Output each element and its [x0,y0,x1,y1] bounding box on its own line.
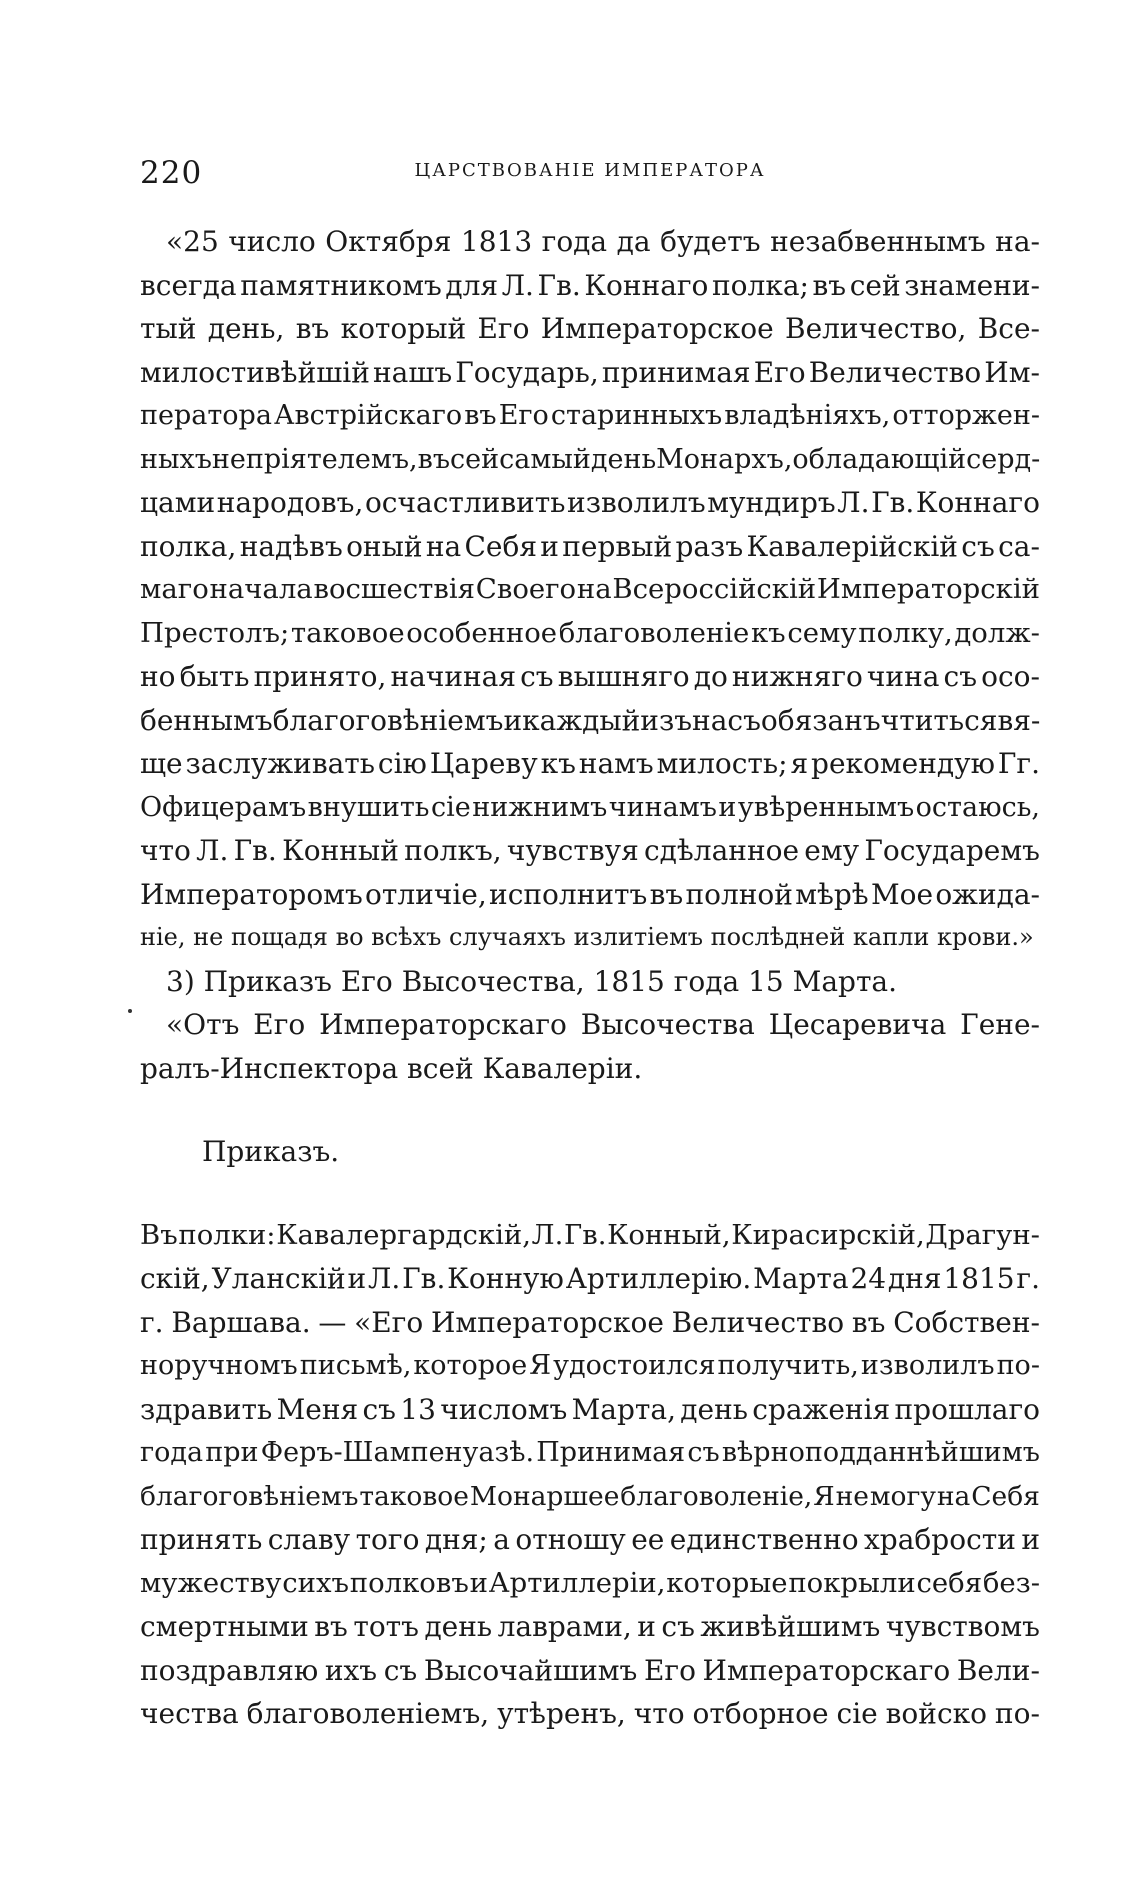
text-line: Престолъ; таковое особенное благоволеніе къ сему полку, долж- [140,616,1040,649]
text-line: Офицерамъ внушить сіе нижнимъ чинамъ и увѣреннымъ остаюсь, [140,791,1040,823]
text-line: чества благоволеніемъ, утѣренъ, что отборное сіе войско по- [140,1697,1040,1730]
text-line: всегда памятникомъ для Л. Гв. Коннаго полка; въ сей знамени- [140,268,1040,302]
text-line: ралъ-Инспектора всей Кавалеріи. [140,1051,643,1085]
text-line: ще заслуживать сію Цареву къ намъ милость; я рекомендую Гг. [140,747,1040,780]
text-line: что Л. Гв. Конный полкъ, чувствуя сдѣланное ему Государемъ [140,834,1040,867]
text-line: полка, надѣвъ оный на Себя и первый разъ Кавалерійскій съ са- [140,529,1040,563]
text-line: Императоромъ отличіе, исполнитъ въ полной мѣрѣ Мое ожида- [140,877,1040,911]
text-line: «Отъ Его Императорскаго Высочества Цесаревича Гене- [166,1008,1040,1041]
text-line: ныхъ непріятелемъ, въ сей самый день Монархъ, обладающій серд- [140,443,1041,475]
text-line: года при Феръ-Шампенуазѣ. Принимая съ вѣрноподданнѣйшимъ [140,1437,1040,1468]
text-line: ператора Австрійскаго въ Его старинныхъ владѣніяхъ, отторжен- [140,400,1040,431]
text-line: но быть принято, начиная съ вышняго до нижняго чина съ осо- [140,660,1040,693]
text-line: смертными въ тотъ день лаврами, и съ живѣйшимъ чувствомъ [140,1610,1040,1643]
text-line: скій, Уланскій и Л. Гв. Конную Артиллерію. Марта 24 дня 1815 г. [140,1262,1040,1295]
text-line: «25 число Октября 1813 года да будетъ незабвеннымъ на- [166,225,1040,258]
text-line: здравить Меня съ 13 числомъ Марта, день сраженія прошлаго [140,1392,1040,1426]
order-title: Приказъ. [202,1135,340,1168]
text-line: поздравляю ихъ съ Высочайшимъ Его Императорскаго Вели- [140,1653,1040,1687]
text-line: г. Варшава. — «Его Императорское Величество въ Собствен- [140,1305,1040,1339]
running-head: ЦАРСТВОВАНІЕ ИМПЕРАТОРА [414,160,766,181]
text-line: норучномъ письмѣ, которое Я удостоился получить, изволилъ по- [140,1350,1040,1381]
text-line: тый день, въ который Его Императорское Величество, Все- [140,312,1040,345]
text-line: мужеству сихъ полковъ и Артиллеріи, которые покрыли себя без- [140,1566,1040,1599]
text-line: Въ полки: Кавалергардскій, Л. Гв. Конный, Кирасирскій, Драгун- [140,1218,1040,1251]
text-line: цами народовъ, осчастливить изволилъ мундиръ Л. Гв. Коннаго [140,486,1040,519]
text-line: милостивѣйшій нашъ Государь, принимая Его Величество Им- [140,355,1040,389]
margin-dot [128,1009,132,1013]
text-line: беннымъ благоговѣніемъ и каждый изъ насъ обязанъ чтиться вя- [140,703,1041,737]
order-heading: 3) Приказъ Его Высочества, 1815 года 15 Марта. [166,964,898,998]
text-line: принять славу того дня; а отношу ее единственно храбрости и [140,1523,1040,1556]
page-number: 220 [140,155,203,191]
text-line: благоговѣніемъ таковое Монаршее благоволеніе, Я не могу на Себя [140,1480,1040,1512]
text-line: маго начала восшествія Своего на Всероссійскій Императорскій [140,573,1040,605]
text-line: ніе, не пощадя во всѣхъ случаяхъ излитіемъ послѣдней капли крови.» [140,923,1034,951]
body-text [140,220,1040,1736]
